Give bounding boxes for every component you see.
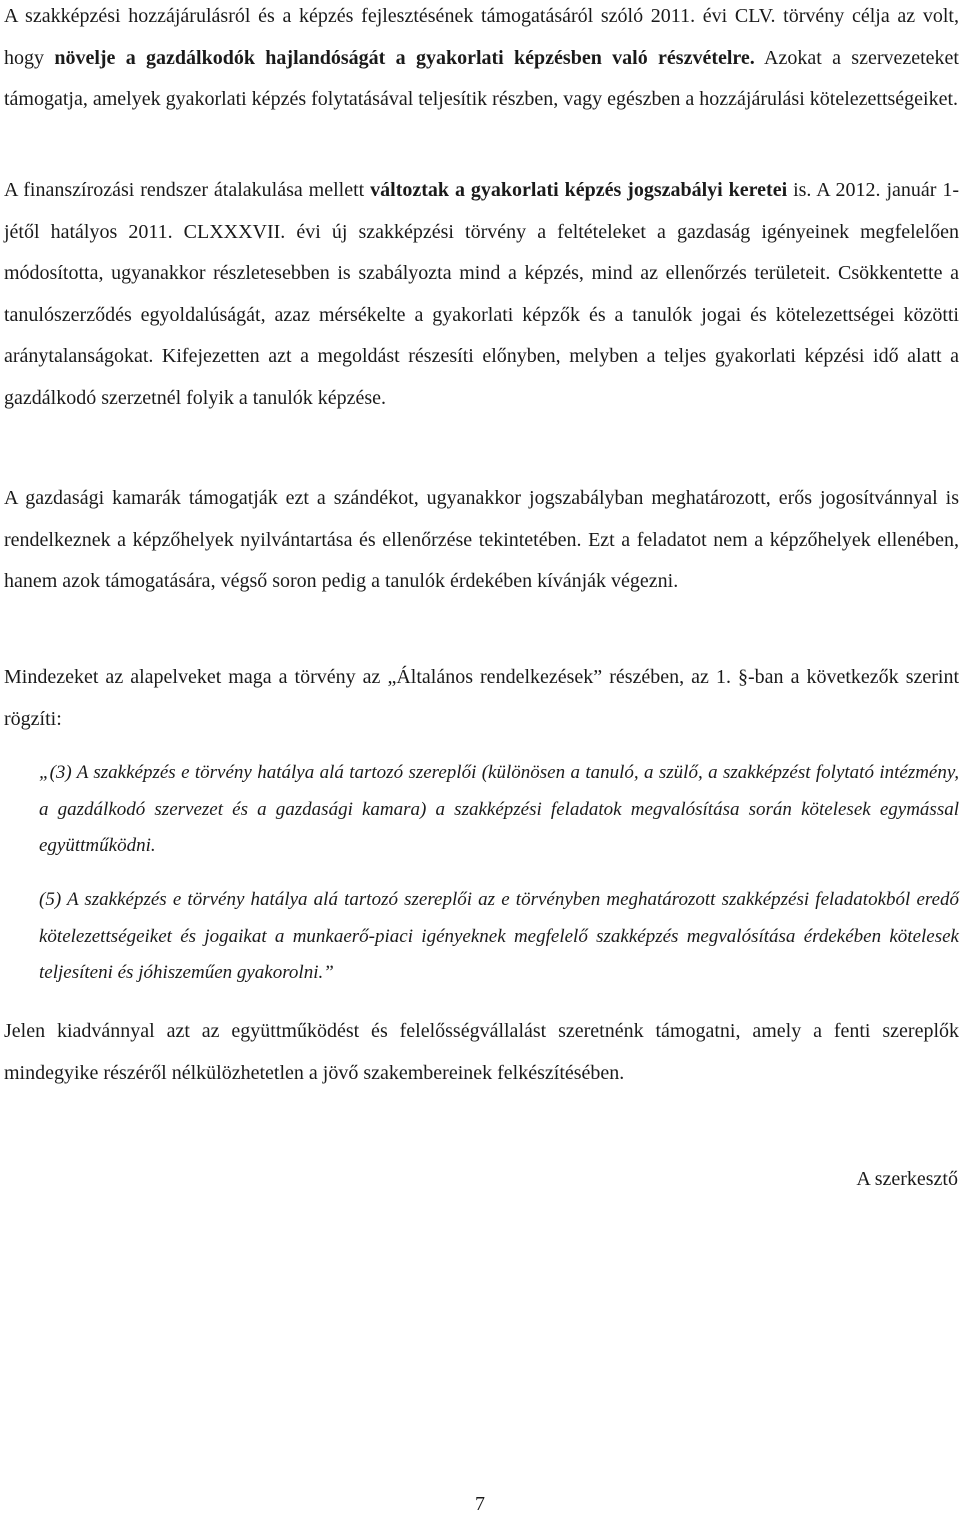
signature: A szerkesztő [856,1168,958,1190]
paragraph-intro-text-2: Azokat a szervezeteket támogatja, amelyek gyakorlati képzés folytatásával teljesítik részben, vagy egészben a hozzájárulási kötelezettségeiket. [4,46,959,110]
quote-section-3: „(3) A szakképzés e törvény hatálya alá tartozó szereplői (különösen a tanuló, a szülő, a szakképzést folytató intézmény, a gazdálkodó szervezet és a gazdasági kamara) a szakképzési feladatok megvalósítása során kötelesek egymással együttműködni. [39,762,959,856]
paragraph-legal-framework-bold: változtak a gyakorlati képzés jogszabályi keretei [370,179,788,201]
paragraph-closing: Jelen kiadvánnyal azt az együttműködést és felelősségvállalást szeretnénk támogatni, amely a fenti szereplők mindegyike részéről nélkülözhetetlen a jövő szakembereinek felkészítésében. [4,1020,959,1084]
paragraph-principles: Mindezeket az alapelveket maga a törvény az „Általános rendelkezések” részében, az 1. §-ban a következők szerint rögzíti: [4,666,959,730]
quote-section-5: (5) A szakképzés e törvény hatálya alá tartozó szereplői az e törvényben meghatározott szakképzési feladatokból eredő kötelezettségeiket és jogaikat a munkaerő-piaci igényeknek megfelelő szakképzés megvalósítása érdekében kötelesek teljesíteni és jóhiszeműen gyakorolni.” [39,889,959,983]
paragraph-chambers: A gazdasági kamarák támogatják ezt a szándékot, ugyanakkor jogszabályban meghatározott, erős jogosítvánnyal is rendelkeznek a képzőhelyek nyilvántartása és ellenőrzése tekintetében. Ezt a feladatot nem a képzőhelyek ellenében, hanem azok támogatására, végső soron pedig a tanulók érdekében kívánják végezni. [4,487,959,592]
paragraph-legal-framework-text-2: is. A 2012. január 1-jétől hatályos 2011. CLXXXVII. évi új szakképzési törvény a feltételeket a gazdaság igényeinek megfelelően módosította, ugyanakkor részletesebben is szabályozta mind a képzés, mind az ellenőrzés területeit. Csökkentette a tanulószerződés egyoldalúságát, azaz mérsékelte a gyakorlati képzők és a tanulók jogai és kötelezettségei közötti aránytalanságokat. Kifejezetten azt a megoldást részesíti előnyben, melyben a teljes gyakorlati képzési idő alatt a gazdálkodó szerzetnél folyik a tanulók képzése. [4,179,959,409]
paragraph-intro-bold: növelje a gazdálkodók hajlandóságát a gyakorlati képzésben való részvételre. [54,46,755,69]
paragraph-legal-framework-text-1: A finanszírozási rendszer átalakulása mellett [4,179,371,201]
paragraph-intro [4,0,959,121]
paragraph-legal-framework [4,170,959,419]
paragraph-intro-text-1: A szakképzési hozzájárulásról és a képzés fejlesztésének támogatásáról szóló 2011. évi CLV. törvény célja az volt, hogy [4,5,959,69]
page-number: 7 [475,1493,485,1515]
